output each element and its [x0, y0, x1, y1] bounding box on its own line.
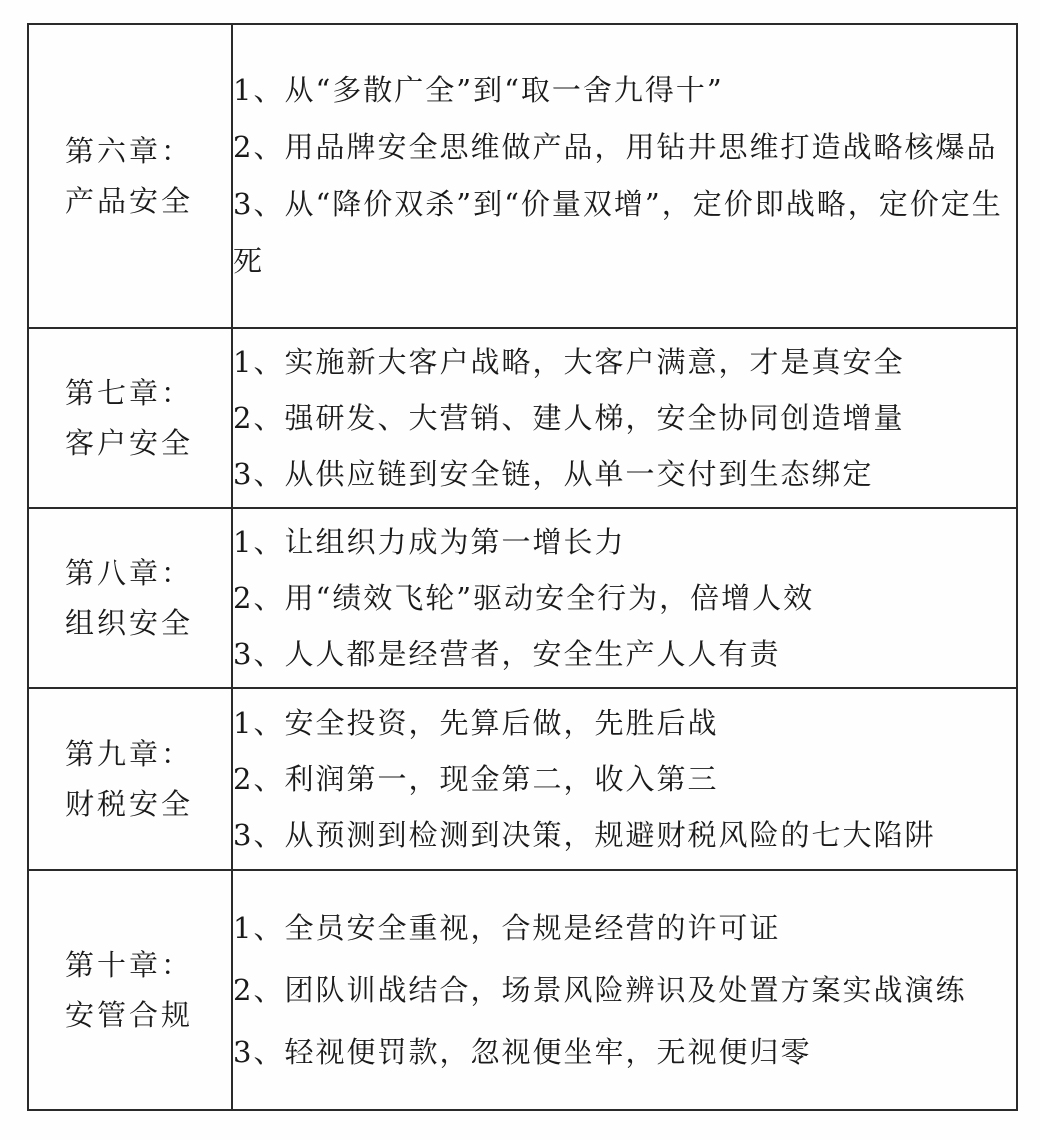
chapter-items-cell — [232, 24, 1017, 328]
chapter-item: 3、人人都是经营者，安全生产人人有责 — [233, 637, 781, 671]
chapter-item: 3、从供应链到安全链，从单一交付到生态绑定 — [233, 457, 874, 491]
chapter-title-cell — [28, 24, 232, 328]
chapter-item: 3、轻视便罚款，忽视便坐牢，无视便归零 — [233, 1035, 812, 1069]
chapter-item: 1、从“多散广全”到“取一舍九得十” — [233, 73, 724, 107]
chapter-title-cell — [28, 328, 232, 508]
chapter-item: 1、让组织力成为第一增长力 — [233, 525, 626, 559]
chapter-item: 2、用“绩效飞轮”驱动安全行为，倍增人效 — [233, 581, 815, 615]
chapter-item: 1、安全投资，先算后做，先胜后战 — [233, 706, 719, 740]
chapter-items-cell — [232, 508, 1017, 688]
chapter-row — [28, 328, 1017, 508]
chapter-number: 第八章： — [65, 556, 194, 590]
chapter-title-cell — [28, 870, 232, 1110]
chapter-number: 第九章： — [65, 737, 194, 771]
chapter-item: 3、从“降价双杀”到“价量双增”，定价即战略，定价定生死 — [233, 187, 1003, 278]
chapter-items-cell — [232, 328, 1017, 508]
chapter-number: 第七章： — [65, 376, 194, 410]
chapter-number: 第六章： — [65, 134, 194, 168]
chapter-item: 1、全员安全重视，合规是经营的许可证 — [233, 911, 781, 945]
chapter-row — [28, 508, 1017, 688]
chapter-item: 2、利润第一，现金第二，收入第三 — [233, 762, 719, 796]
chapter-outline-table — [27, 23, 1018, 1111]
chapter-row — [28, 870, 1017, 1110]
chapter-name: 安管合规 — [65, 998, 194, 1032]
chapter-item: 1、实施新大客户战略，大客户满意，才是真安全 — [233, 345, 905, 379]
chapter-items-cell — [232, 688, 1017, 870]
chapter-name: 财税安全 — [65, 787, 194, 821]
chapter-title-cell — [28, 508, 232, 688]
chapter-name: 客户安全 — [65, 426, 194, 460]
chapter-name: 产品安全 — [65, 184, 194, 218]
chapter-row — [28, 688, 1017, 870]
chapter-item: 2、用品牌安全思维做产品，用钻井思维打造战略核爆品 — [233, 130, 998, 164]
chapter-title-cell — [28, 688, 232, 870]
chapter-row — [28, 24, 1017, 328]
chapter-number: 第十章： — [65, 948, 194, 982]
chapter-item: 3、从预测到检测到决策，规避财税风险的七大陷阱 — [233, 818, 936, 852]
chapter-item: 2、团队训战结合，场景风险辨识及处置方案实战演练 — [233, 973, 967, 1007]
chapter-items-cell — [232, 870, 1017, 1110]
chapter-name: 组织安全 — [65, 606, 194, 640]
chapter-item: 2、强研发、大营销、建人梯，安全协同创造增量 — [233, 401, 905, 435]
